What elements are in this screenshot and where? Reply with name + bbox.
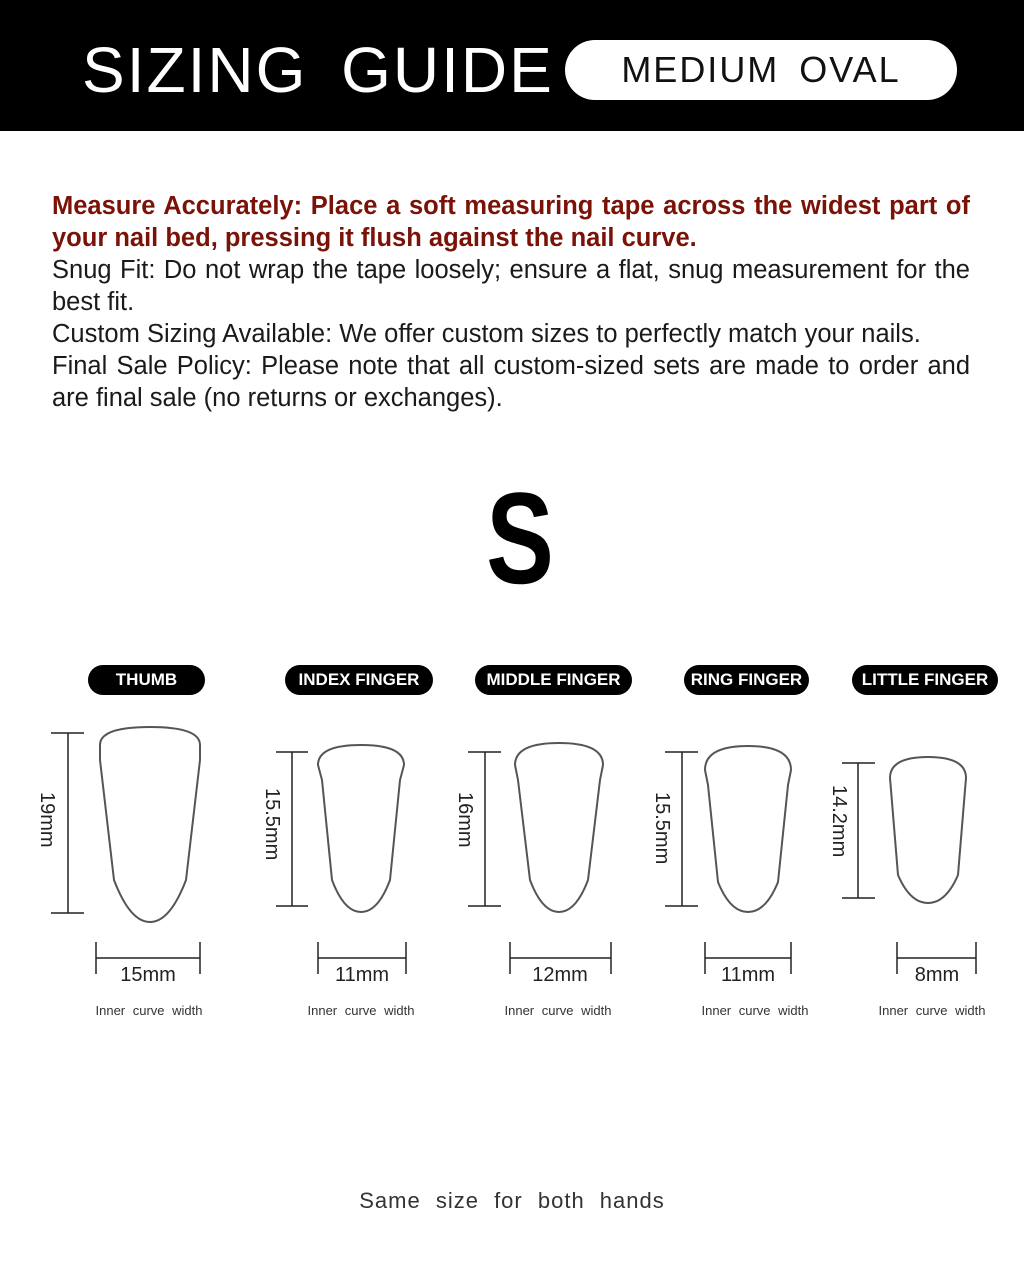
label-ring-finger: RING FINGER	[684, 665, 809, 695]
custom-sizing-note: Custom Sizing Available: We offer custom sizes to perfectly match your nails.	[52, 320, 921, 348]
nail-outline-little	[890, 757, 966, 903]
caption-middle: Inner curve width	[504, 1003, 612, 1018]
caption-thumb: Inner curve width	[95, 1003, 203, 1018]
caption-little: Inner curve width	[878, 1003, 986, 1018]
caption-index: Inner curve width	[307, 1003, 415, 1018]
length-label-middle: 16mm	[454, 792, 476, 848]
width-label-ring: 11mm	[720, 964, 776, 986]
length-label-thumb: 19mm	[36, 792, 58, 848]
nail-outline-index	[318, 745, 404, 912]
length-label-ring: 15.5mm	[651, 792, 673, 865]
length-label-little: 14.2mm	[828, 785, 850, 858]
caption-ring: Inner curve width	[701, 1003, 809, 1018]
page-title: SIZING GUIDE	[82, 34, 554, 106]
nail-outline-thumb	[100, 727, 200, 922]
shape-badge-label: MEDIUM OVAL	[621, 49, 901, 90]
label-index-finger: INDEX FINGER	[285, 665, 433, 695]
footer-note: Same size for both hands	[359, 1188, 665, 1213]
measure-instruction: Measure Accurately: Place a soft measuring tape across the widest part of your nail bed, pressing it flush against the nail curve.	[52, 192, 970, 252]
final-sale-policy: Final Sale Policy: Please note that all custom-sized sets are made to order and are final sale (no returns or exchanges).	[52, 352, 970, 412]
width-label-middle: 12mm	[532, 964, 588, 986]
width-label-index: 11mm	[334, 964, 390, 986]
nail-outline-ring	[705, 746, 791, 912]
nail-outline-middle	[515, 743, 603, 912]
width-label-thumb: 15mm	[120, 964, 176, 986]
size-letter: S	[486, 465, 554, 611]
label-middle-finger: MIDDLE FINGER	[475, 665, 632, 695]
length-label-index: 15.5mm	[261, 788, 283, 861]
width-label-little: 8mm	[914, 964, 960, 986]
snug-fit-instruction: Snug Fit: Do not wrap the tape loosely; ensure a flat, snug measurement for the best fit.	[52, 256, 970, 316]
label-thumb: THUMB	[88, 665, 205, 695]
label-little-finger: LITTLE FINGER	[852, 665, 998, 695]
